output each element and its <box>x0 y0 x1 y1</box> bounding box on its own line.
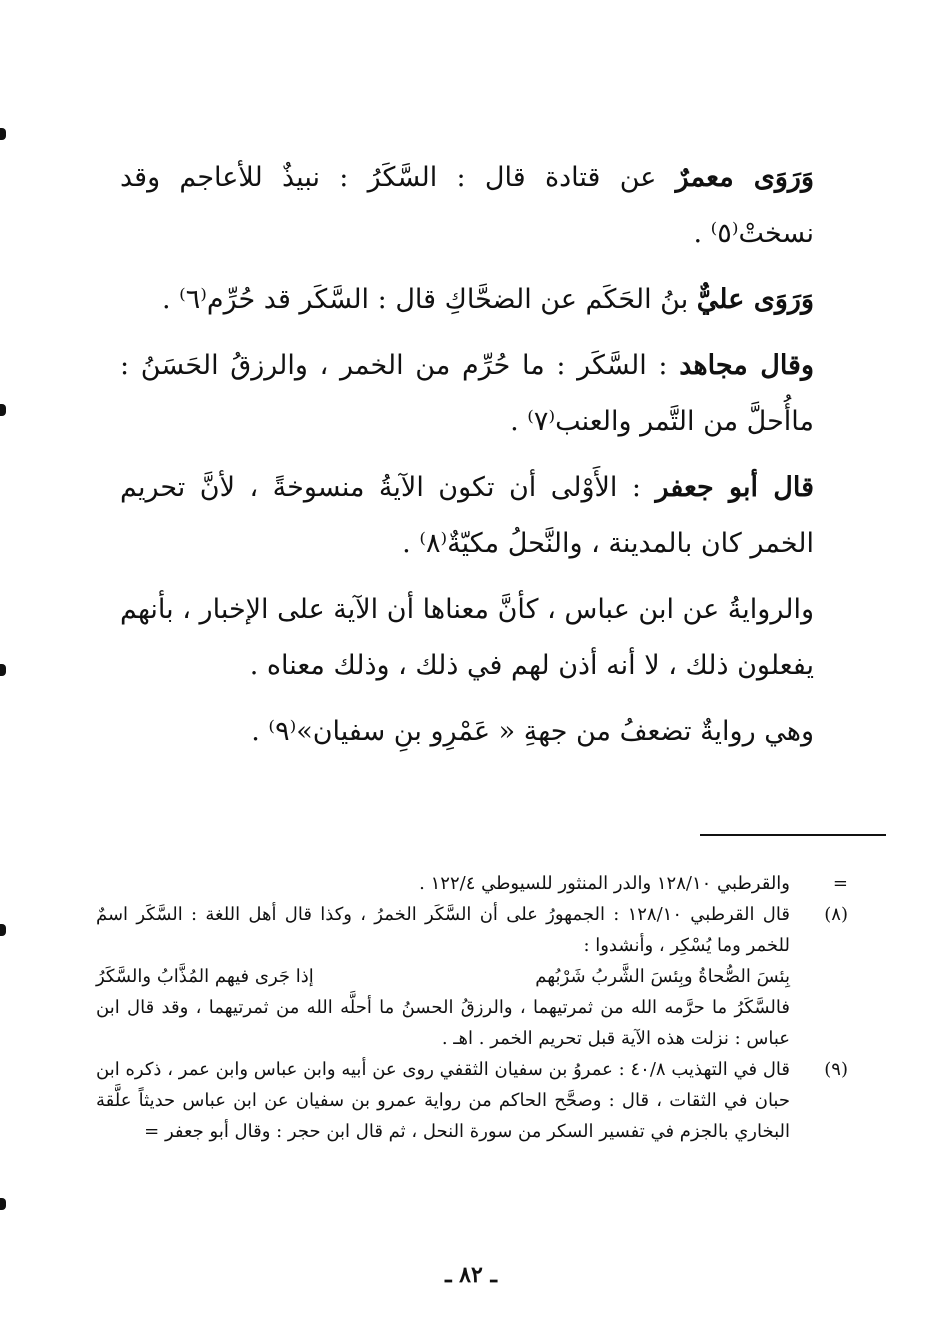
verse-hemistich: بِئسَ الصُّحاةُ وبِئسَ الشَّربُ شَرْبُهم <box>535 966 790 987</box>
main-text <box>120 150 814 770</box>
paragraph <box>120 460 814 572</box>
footnote <box>96 899 848 1054</box>
paragraph-text: والروايةُ عن ابن عباس ، كأنَّ معناها أن الآية على الإخبار ، بأنهم يفعلون ذلك ، لا أنه أذن لهم في ذلك ، وذلك معناه . <box>120 594 814 681</box>
paragraph <box>120 150 814 262</box>
footnote-text: فالسَّكَرُ ما حرَّمه الله من ثمرتيهما ، والرزقُ الحسنُ ما أحلَّه الله من ثمرتيهما ، وقد قال ابن عباس : نزلت هذه الآية قبل تحريم الخمر . اهـ . <box>96 997 790 1049</box>
footnotes <box>96 868 848 1147</box>
footnote-number: (٨) <box>824 904 848 925</box>
page-number: ـ ٨٢ ـ <box>445 1262 497 1288</box>
paragraph-text: عن قتادة قال : السَّكَرُ : نبيذٌ للأعاجم وقد نسختْ⁽٥⁾ . <box>120 162 814 249</box>
paragraph-lead: قال أبو جعفر <box>655 472 814 503</box>
footnote <box>96 868 848 899</box>
paragraph <box>120 704 814 760</box>
footnote-verse <box>96 961 790 992</box>
footnote-text: قال في التهذيب ٤٠/٨ : عمروُ بن سفيان الثقفي روى عن أبيه وابن عباس وابن عمر ، ذكره ابن حبان في الثقات ، قال : وصحَّح الحاكم من رواية عمرو بن سفيان عن ابن عباس حديثاً علَّقة البخاري بالجزم في تفسير السكر من سورة النحل ، ثم قال ابن حجر : وقال أبو جعفر = <box>96 1059 790 1142</box>
paragraph-lead: وَرَوَى عليٌّ <box>696 284 814 315</box>
footnote-separator <box>700 834 886 836</box>
paragraph-text: وهي روايةٌ تضعفُ من جهةِ « عَمْرِو بنِ سفيان»⁽٩⁾ . <box>251 716 814 747</box>
scan-edge-mark <box>0 924 6 936</box>
paragraph <box>120 338 814 450</box>
paragraph-text: : السَّكَر : ما حُرِّم من الخمر ، والرزقُ الحَسَنُ : ماأُحلَّ من التَّمر والعنب⁽٧⁾ . <box>120 350 814 437</box>
paragraph-lead: وَرَوَى معمرٌ <box>675 162 814 193</box>
scan-edge-mark <box>0 1198 6 1210</box>
paragraph-text: : الأَوْلى أن تكون الآيةُ منسوخةً ، لأنَّ تحريم الخمر كان بالمدينة ، والنَّحلُ مكيّةٌ⁽٨⁾ . <box>120 472 814 559</box>
scan-edge-mark <box>0 664 6 676</box>
footnote-text: والقرطبي ١٢٨/١٠ والدر المنثور للسيوطي ١٢٢/٤ . <box>419 873 790 894</box>
paragraph <box>120 582 814 694</box>
footnote <box>96 1054 848 1147</box>
paragraph-lead: وقال مجاهد <box>679 350 814 381</box>
paragraph <box>120 272 814 328</box>
scan-edge-mark <box>0 128 6 140</box>
scan-edge-mark <box>0 404 6 416</box>
footnote-number: (٩) <box>824 1059 848 1080</box>
footnote-text: قال القرطبي ١٢٨/١٠ : الجمهورُ على أن السَّكَر الخمرُ ، وكذا قال أهل اللغة : السَّكَر اسمٌ للخمر وما يُسْكِر ، وأنشدوا : <box>96 904 790 956</box>
verse-hemistich: إذا جَرى فيهم المُذَّابُ والسَّكَرُ <box>96 966 314 987</box>
paragraph-text: بنُ الحَكَم عن الضحَّاكِ قال : السَّكَر قد حُرِّم⁽٦⁾ . <box>161 284 697 315</box>
footnote-number: = <box>832 873 848 894</box>
